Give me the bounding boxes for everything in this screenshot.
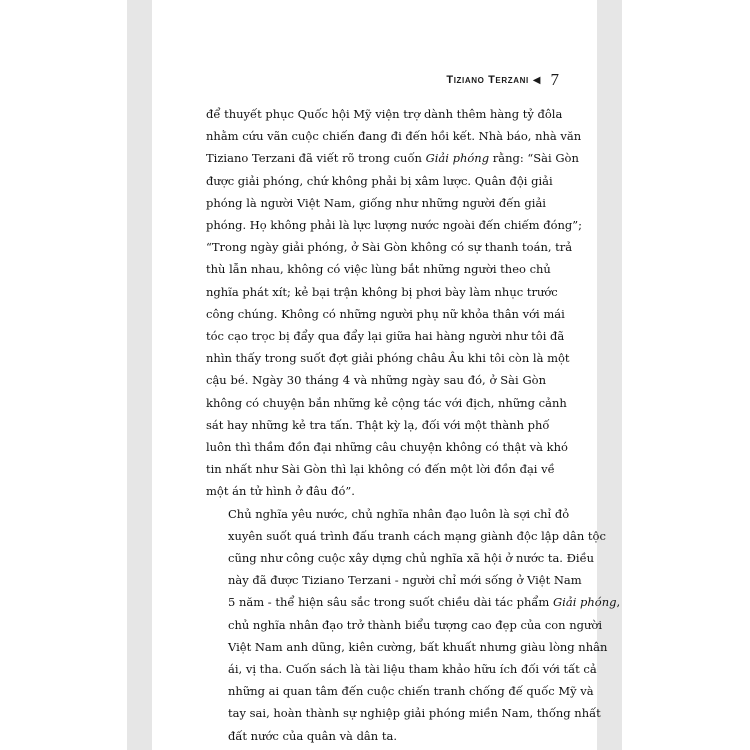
text-line: tin nhất như Sài Gòn thì lại không có đến một lời đồn đại về	[206, 462, 555, 477]
text-line: 5 năm - thể hiện sâu sắc trong suốt chiều dài tác phẩm Giải phóng	[228, 595, 617, 610]
text-line: Việt Nam anh dũng, kiên cường, bất khuất nhưng giàu lòng nhân	[228, 639, 608, 654]
text-line: một án tử hình ở đâu đó”.	[206, 484, 355, 499]
paragraph-1	[206, 103, 583, 503]
text-line: này đã được Tiziano Terzani - người chỉ mới sống ở Việt Nam	[228, 573, 582, 588]
text-line: nghĩa phát xít; kẻ bại trận không bị phơi bày làm nhục trước	[206, 284, 558, 299]
text-line: ái, vị tha. Cuốn sách là tài liệu tham khảo hữu ích đối với tất cả	[228, 662, 597, 677]
body-text	[206, 103, 617, 747]
arrow-left-icon: ◀	[532, 74, 541, 86]
text-line: đất nước của quân và dân ta.	[228, 728, 397, 743]
running-header	[446, 70, 559, 90]
text-line: nhằm cứu vãn cuộc chiến đang đi đến hồi kết. Nhà báo, nhà văn	[206, 129, 582, 144]
text-line: Tiziano Terzani đã viết rõ trong cuốn Giải phóng rằng: “Sài Gòn	[206, 151, 579, 166]
text-line: xuyên suốt quá trình đấu tranh cách mạng giành độc lập dân tộc	[228, 528, 606, 543]
text-line: cũng như công cuộc xây dựng chủ nghĩa xã hội ở nước ta. Điều	[228, 551, 595, 566]
text-line: không có chuyện bắn những kẻ cộng tác với địch, những cảnh	[206, 395, 567, 410]
book-page	[152, 0, 617, 750]
text-line: tóc cạo trọc bị đẩy qua đẩy lại giữa hai hàng người như tôi đã	[206, 329, 565, 344]
paragraph-2	[206, 503, 617, 747]
text-line: nhìn thấy trong suốt đợt giải phóng châu Âu khi tôi còn là một	[206, 351, 570, 366]
text-line: tay sai, hoàn thành sự nghiệp giải phóng miền Nam, thống nhất	[228, 706, 601, 721]
text-line: “Trong ngày giải phóng, ở Sài Gòn không có sự thanh toán, trả	[206, 240, 573, 255]
text-line: Chủ nghĩa yêu nước, chủ nghĩa nhân đạo luôn là sợi chỉ đỏ	[228, 506, 570, 521]
text-line: phóng. Họ không phải là lực lượng nước ngoài đến chiếm đóng”;	[206, 218, 583, 233]
text-line: thù lẫn nhau, không có việc lùng bắt những người theo chủ	[206, 262, 551, 277]
text-line: sát hay những kẻ tra tấn. Thật kỳ lạ, đối với một thành phố	[206, 417, 550, 432]
page-number: 7	[550, 70, 559, 89]
text-line: luôn thì thầm đồn đại những câu chuyện không có thật và khó	[206, 440, 568, 455]
text-line: cậu bé. Ngày 30 tháng 4 và những ngày sau đó, ở Sài Gòn	[206, 373, 546, 388]
running-head-author: Tiziano Terzani	[446, 74, 529, 86]
text-line: để thuyết phục Quốc hội Mỹ viện trợ dành thêm hàng tỷ đôla	[206, 107, 563, 121]
text-line: được giải phóng, chứ không phải bị xâm lược. Quân đội giải	[206, 173, 553, 188]
text-line: những ai quan tâm đến cuộc chiến tranh chống đế quốc Mỹ và	[228, 684, 594, 699]
text-line: phóng là người Việt Nam, giống như những người đến giải	[206, 195, 546, 210]
text-line: công chúng. Không có những người phụ nữ khỏa thân với mái	[206, 306, 565, 321]
text-line: chủ nghĩa nhân đạo trở thành biểu tượng cao đẹp của con người	[228, 617, 603, 632]
